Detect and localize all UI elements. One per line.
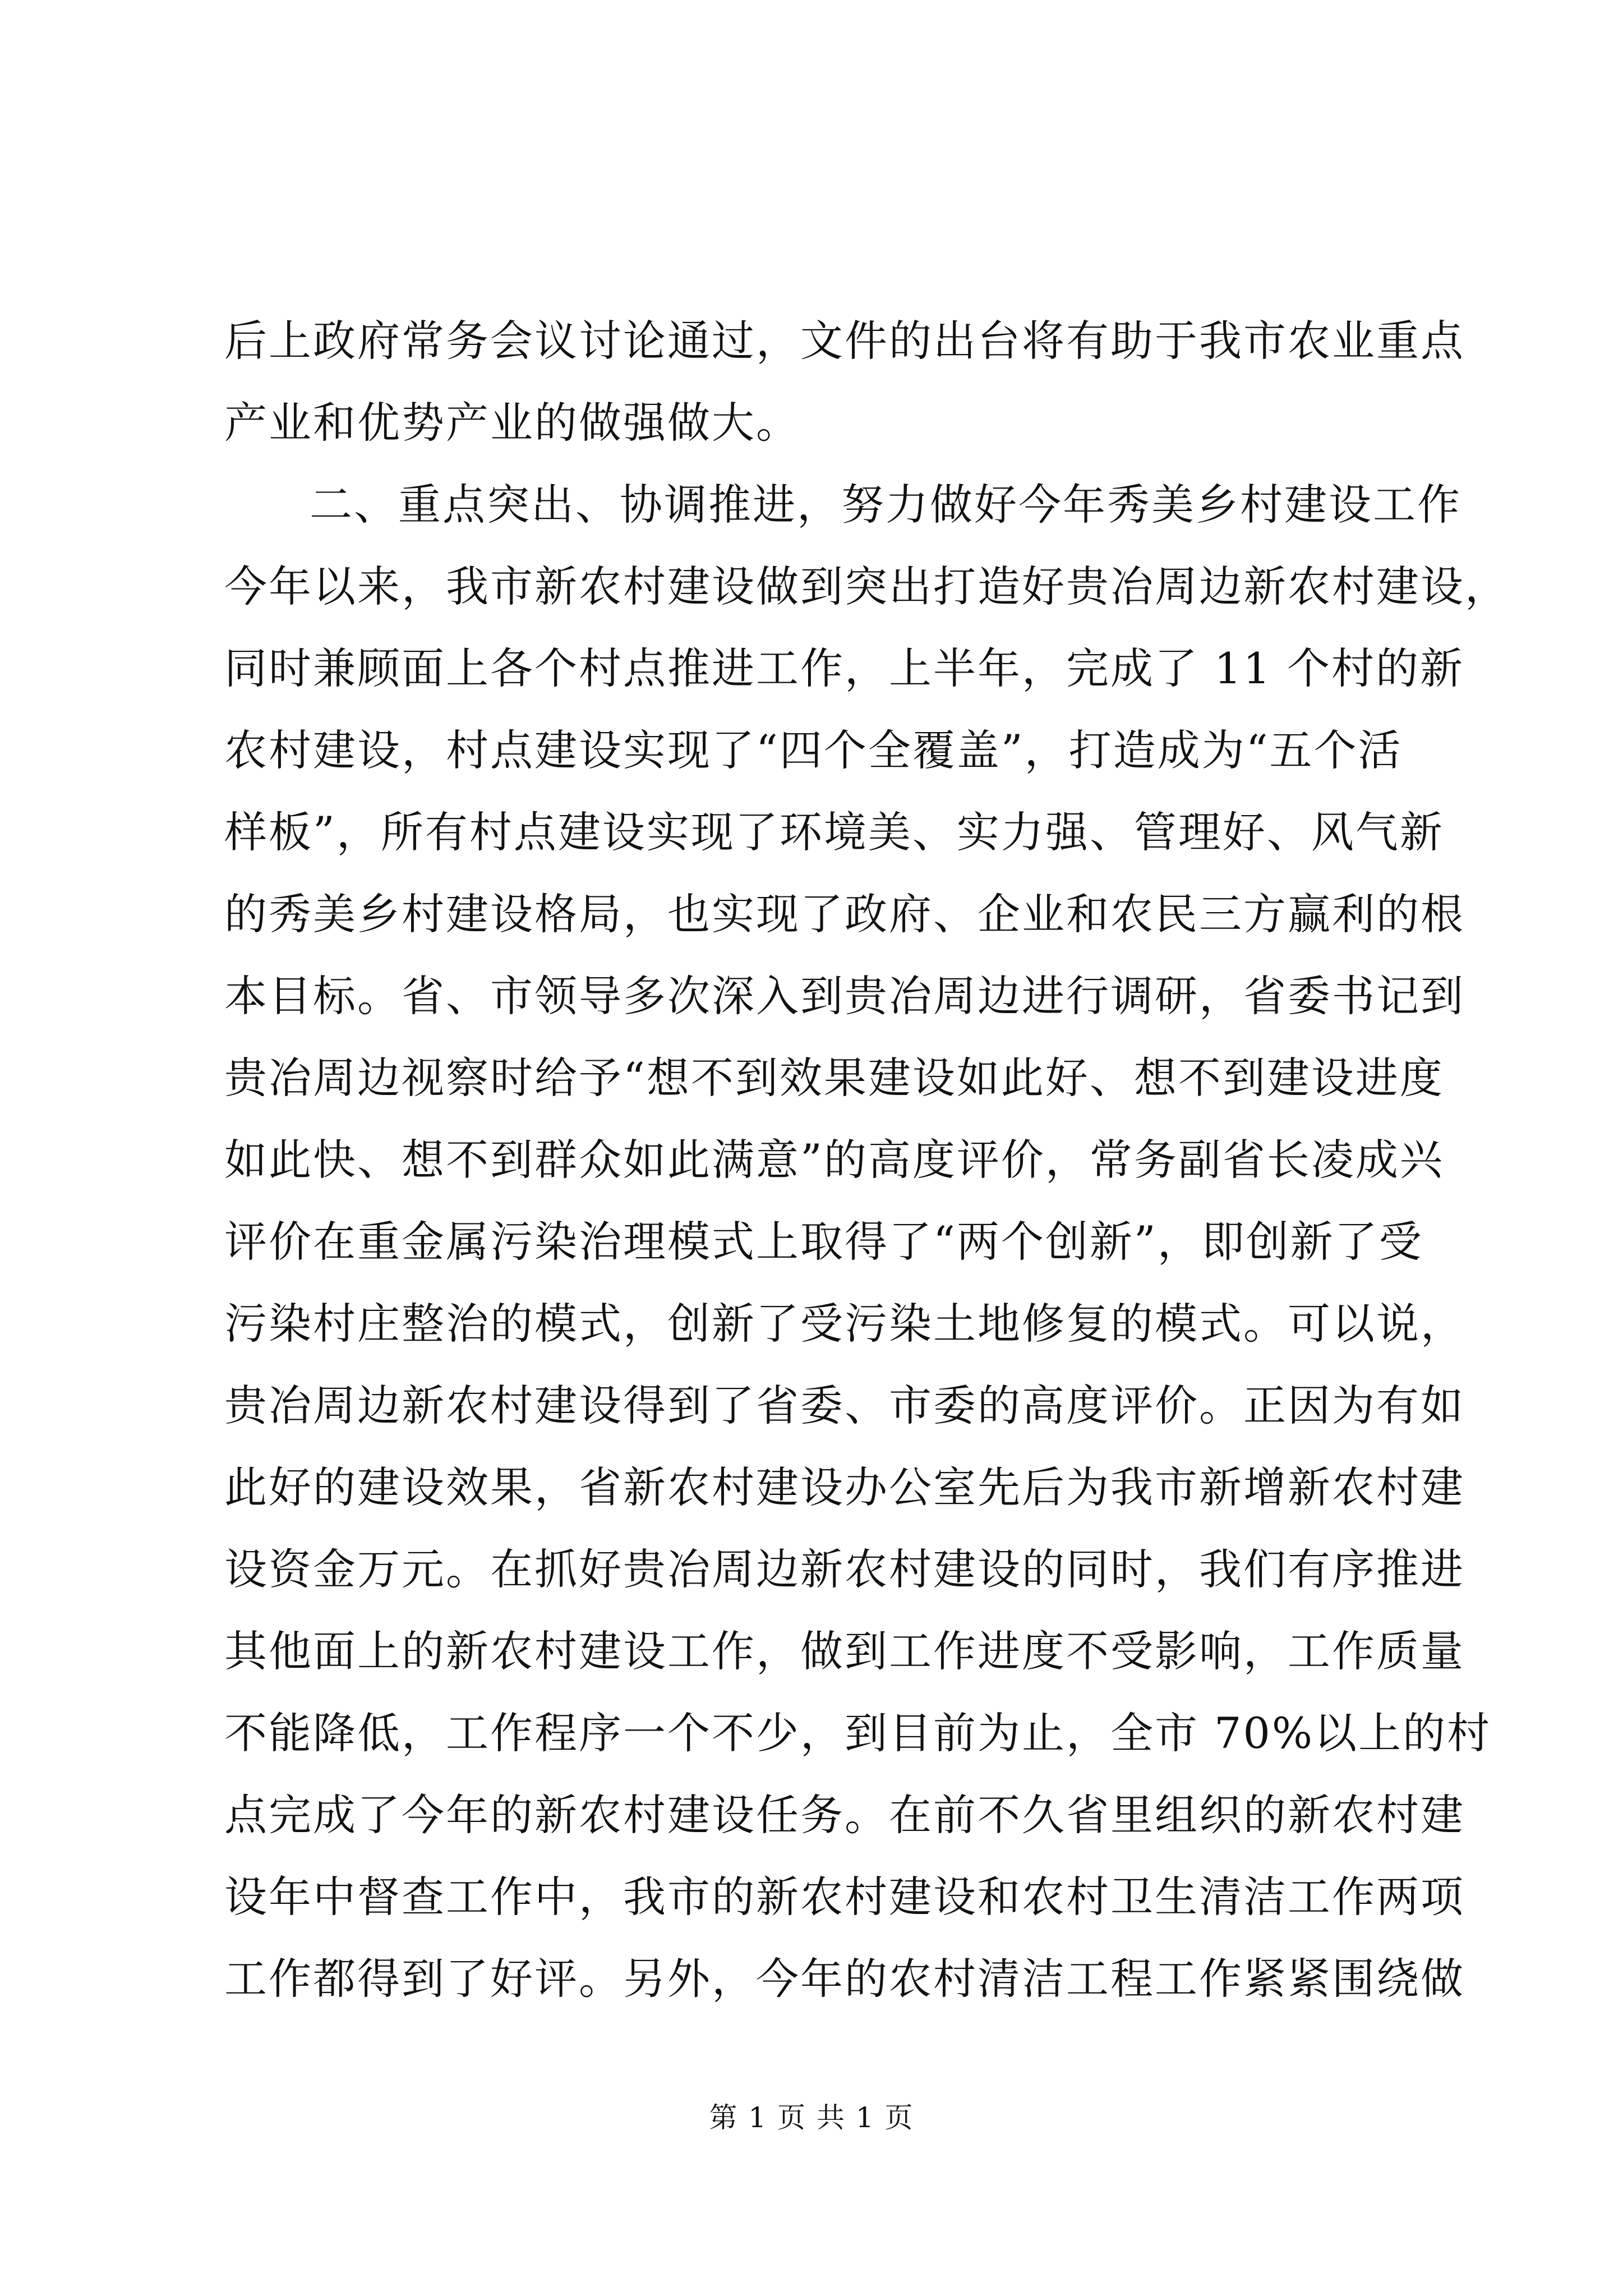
text-line: 今年以来，我市新农村建设做到突出打造好贵冶周边新农村建设， bbox=[224, 562, 1509, 611]
text-line: 样板”，所有村点建设实现了环境美、实力强、管理好、风气新 bbox=[224, 807, 1444, 857]
text-line: 其他面上的新农村建设工作，做到工作进度不受影响，工作质量 bbox=[224, 1626, 1465, 1676]
text-line: 污染村庄整治的模式，创新了受污染土地修复的模式。可以说， bbox=[224, 1299, 1465, 1349]
text-line: 设资金万元。在抓好贵冶周边新农村建设的同时，我们有序推进 bbox=[224, 1544, 1465, 1594]
text-line: 如此快、想不到群众如此满意”的高度评价，常务副省长凌成兴 bbox=[224, 1135, 1444, 1185]
text-line: 贵冶周边视察时给予“想不到效果建设如此好、想不到建设进度 bbox=[224, 1053, 1444, 1103]
text-line: 后上政府常务会议讨论通过，文件的出台将有助于我市农业重点 bbox=[224, 316, 1465, 366]
text-line: 不能降低，工作程序一个不少，到目前为止，全市 70%以上的村 bbox=[224, 1708, 1492, 1758]
text-line: 同时兼顾面上各个村点推进工作，上半年，完成了 11 个村的新 bbox=[224, 643, 1465, 693]
text-line: 的秀美乡村建设格局，也实现了政府、企业和农民三方赢利的根 bbox=[224, 889, 1465, 939]
page-number-label: 第 1 页 共 1 页 bbox=[709, 2101, 914, 2134]
text-line: 此好的建设效果，省新农村建设办公室先后为我市新增新农村建 bbox=[224, 1462, 1465, 1512]
text-line: 评价在重金属污染治理模式上取得了“两个创新”，即创新了受 bbox=[224, 1217, 1423, 1267]
text-line: 本目标。省、市领导多次深入到贵冶周边进行调研，省委书记到 bbox=[224, 971, 1465, 1021]
text-line: 贵冶周边新农村建设得到了省委、市委的高度评价。正因为有如 bbox=[224, 1381, 1465, 1430]
page-footer bbox=[0, 2098, 1623, 2137]
text-line: 农村建设，村点建设实现了“四个全覆盖”，打造成为“五个活 bbox=[224, 725, 1403, 775]
body-text bbox=[224, 300, 1509, 2020]
text-line: 点完成了今年的新农村建设任务。在前不久省里组织的新农村建 bbox=[224, 1790, 1465, 1840]
text-line: 设年中督查工作中，我市的新农村建设和农村卫生清洁工作两项 bbox=[224, 1872, 1465, 1922]
text-line: 工作都得到了好评。另外，今年的农村清洁工程工作紧紧围绕做 bbox=[224, 1954, 1465, 2004]
section-heading: 二、重点突出、协调推进，努力做好今年秀美乡村建设工作 bbox=[310, 480, 1461, 530]
text-line: 产业和优势产业的做强做大。 bbox=[224, 398, 800, 448]
